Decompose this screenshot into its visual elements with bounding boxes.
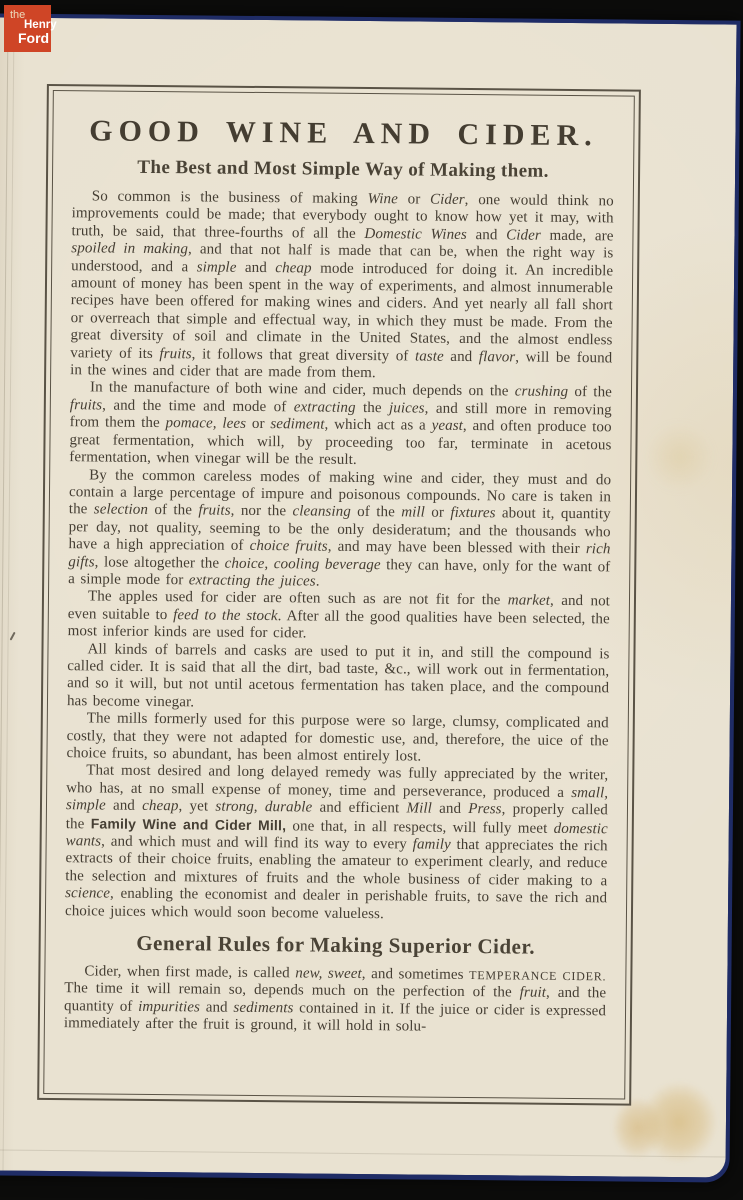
page-content xyxy=(49,96,628,1093)
paragraph: So common is the business of making Wine or Cider, one would think no improvements could be made; that everybody ought to know how yet it may, with truth, be said, that three-fourths of all the Domestic Wines and Cider made, are spoiled in making, and that not half is made that can be, when the right way is understood, and a simple and cheap mode introduced for doing it. An incredible amount of money has been spent in the way of experiments, and almost innumerable recipes have been offered for making wines and ciders. And yet nearly all fall short or overreach that simple and effectual way, in which they must be made. From the great diversity of soil and climate in the United States, and the almost endless variety of its fruits, it follows that great diversity of taste and flavor, will be found in the wines and cider that are made from them. xyxy=(70,188,614,382)
left-fold-crease xyxy=(0,18,15,1171)
henry-ford-logo xyxy=(4,5,57,52)
paragraph: All kinds of barrels and casks are used to put it in, and still the compound is called cider. It is said that all the dirt, bad taste, &c., will work out in fermentation, and so it will, but not until acetous fermentation has taken place, and the compound has become vinegar. xyxy=(66,640,610,711)
logo-ford-label: Ford xyxy=(18,30,50,46)
ink-mark xyxy=(10,632,16,641)
paragraph: Cider, when first made, is called new, sweet, and sometimes TEMPERANCE CIDER. The time it will remain so, depends much on the perfection of the fruit, and the quantity of impurities and sediments contained in it. If the juice or cider is expressed immediately after the fruit is ground, it will hold in solu- xyxy=(63,963,607,1035)
bottom-crease xyxy=(0,1149,726,1157)
logo-the-label: the xyxy=(10,9,26,21)
paragraph: The apples used for cider are often such as are not fit for the market, and not even suitable to feed to the stock. After all the good qualities have been selected, the most inferior kinds are used for cider. xyxy=(67,588,611,642)
logo-henry-label: Henry xyxy=(24,19,57,31)
printed-border-inner xyxy=(43,90,635,1100)
printed-border-outer xyxy=(37,84,641,1106)
document-body xyxy=(65,188,614,925)
section-body xyxy=(64,963,607,1038)
document-page xyxy=(0,17,737,1177)
paragraph: In the manufacture of both wine and cider, much depends on the crushing of the fruits, and the time and mode of extracting the juices, and still more in removing from them the pomace, lees or sediment, which act as a yeast, and often produce too great fermentation, which will, by proceeding too far, terminate in acetous fermentation, when vinegar will be the result. xyxy=(69,379,613,469)
page-title: GOOD WINE AND CIDER. xyxy=(89,114,598,153)
paragraph: That most desired and long delayed remedy was fully appreciated by the writer, who has, at no small expense of money, time and perseverance, produced a small, simple and cheap, yet strong, durable and efficient Mill and Press, properly called the Family Wine and Cider Mill, one that, in all respects, will fully meet domestic wants, and which must and will find its way to every family that appreciates the rich extracts of their choice fruits, enabling the amateur to experiment clearly, and reduce the selection and mixtures of fruits and the whole business of cider making to a science, enabling the economist and dealer in perishable fruits, to save the rich and choice juices which would soon become valueless. xyxy=(64,762,609,922)
book-cover-edge xyxy=(0,13,741,1182)
paragraph: By the common careless modes of making wine and cider, they must and do contain a large percentage of impure and poisonous compounds. No care is taken in the selection of the fruits, nor the cleansing of the mill or fixtures about it, quantity per day, not quality, seeming to be the only desideratum; and the thousands who have a high appreciation of choice fruits, and may have been blessed with their rich gifts, lose altogether the choice, cooling beverage they can have, only for the want of a simple mode for extracting the juices. xyxy=(68,466,612,590)
page-subtitle: The Best and Most Simple Way of Making them. xyxy=(137,156,549,182)
stain xyxy=(640,1081,719,1164)
paragraph: The mills formerly used for this purpose were so large, clumsy, complicated and costly, that they were not adapted for domestic use, and, therefore, the uice of the choice fruits, so abundant, has been almost entirely lost. xyxy=(66,710,609,765)
stain xyxy=(644,422,715,493)
section-heading: General Rules for Making Superior Cider. xyxy=(136,930,536,959)
